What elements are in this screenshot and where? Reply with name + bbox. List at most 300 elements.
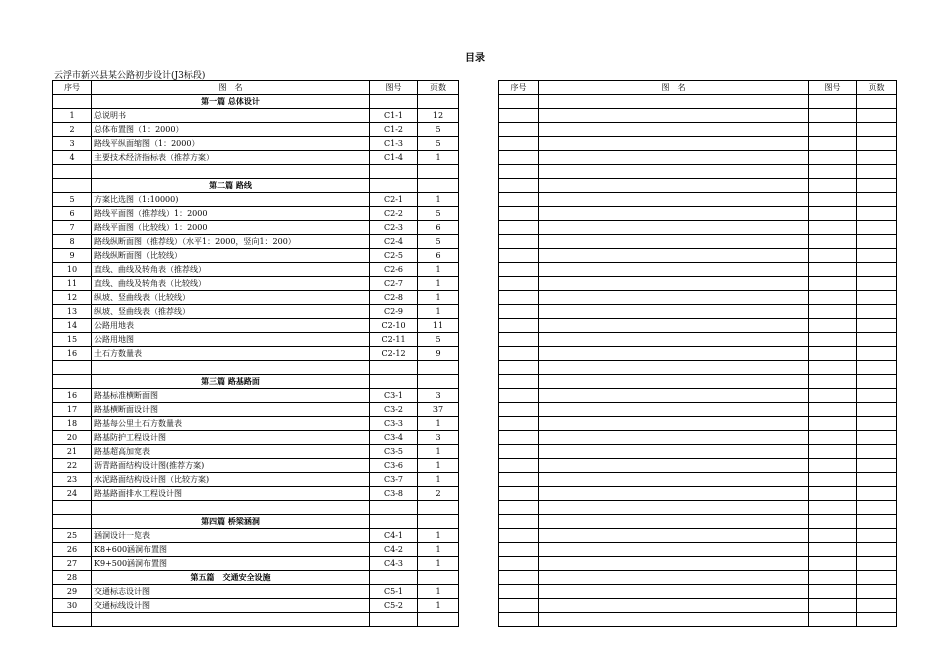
blank-cell bbox=[539, 277, 809, 291]
blank-cell bbox=[499, 431, 539, 445]
table-row bbox=[53, 319, 459, 333]
table-row bbox=[53, 459, 459, 473]
row-pages: 1 bbox=[418, 445, 459, 459]
blank-cell bbox=[539, 221, 809, 235]
blank-cell bbox=[92, 501, 370, 515]
blank-row bbox=[499, 571, 897, 585]
blank-cell bbox=[539, 445, 809, 459]
blank-cell bbox=[370, 501, 418, 515]
blank-row bbox=[499, 487, 897, 501]
row-name: 路线平纵面缩图（1：2000） bbox=[92, 137, 370, 151]
table-row bbox=[53, 193, 459, 207]
row-name: 路基横断面设计图 bbox=[92, 403, 370, 417]
row-pages: 1 bbox=[418, 291, 459, 305]
blank-cell bbox=[499, 473, 539, 487]
row-name: 直线、曲线及转角表（比较线） bbox=[92, 277, 370, 291]
row-name: 直线、曲线及转角表（推荐线） bbox=[92, 263, 370, 277]
blank-cell bbox=[809, 151, 857, 165]
row-no: 30 bbox=[53, 599, 92, 613]
blank-cell bbox=[809, 445, 857, 459]
row-code: C3-3 bbox=[370, 417, 418, 431]
blank-cell bbox=[539, 109, 809, 123]
row-pages: 1 bbox=[418, 557, 459, 571]
blank-cell bbox=[809, 431, 857, 445]
row-pages: 1 bbox=[418, 263, 459, 277]
row-code: C3-1 bbox=[370, 389, 418, 403]
row-pages: 9 bbox=[418, 347, 459, 361]
blank-row bbox=[499, 543, 897, 557]
section-row bbox=[53, 571, 459, 585]
header-row bbox=[53, 81, 459, 95]
header-name: 图 名 bbox=[539, 81, 809, 95]
row-name: 路线平面图（推荐线）1：2000 bbox=[92, 207, 370, 221]
header-no: 序号 bbox=[499, 81, 539, 95]
blank-cell bbox=[499, 403, 539, 417]
blank-cell bbox=[857, 179, 897, 193]
blank-cell bbox=[370, 613, 418, 627]
blank-row bbox=[499, 305, 897, 319]
row-no: 12 bbox=[53, 291, 92, 305]
blank-cell bbox=[857, 207, 897, 221]
row-name: 交通标线设计图 bbox=[92, 599, 370, 613]
blank-cell bbox=[499, 501, 539, 515]
blank-row bbox=[499, 207, 897, 221]
row-no: 10 bbox=[53, 263, 92, 277]
blank-cell bbox=[539, 389, 809, 403]
row-code: C3-2 bbox=[370, 403, 418, 417]
blank-cell bbox=[809, 417, 857, 431]
blank-cell bbox=[539, 571, 809, 585]
blank-cell bbox=[809, 123, 857, 137]
blank-cell bbox=[539, 333, 809, 347]
row-name: 总体布置图（1：2000） bbox=[92, 123, 370, 137]
row-no: 4 bbox=[53, 151, 92, 165]
blank-cell bbox=[857, 151, 897, 165]
row-name: 路线平面图（比较线）1：2000 bbox=[92, 221, 370, 235]
blank-cell bbox=[539, 319, 809, 333]
blank-row bbox=[499, 431, 897, 445]
table-row bbox=[53, 389, 459, 403]
blank-cell bbox=[809, 585, 857, 599]
blank-row bbox=[499, 515, 897, 529]
blank-cell bbox=[809, 235, 857, 249]
blank-cell bbox=[499, 263, 539, 277]
row-no: 26 bbox=[53, 543, 92, 557]
row-pages: 1 bbox=[418, 543, 459, 557]
blank-cell bbox=[857, 277, 897, 291]
blank-row bbox=[499, 403, 897, 417]
row-code: C5-1 bbox=[370, 585, 418, 599]
row-pages: 1 bbox=[418, 459, 459, 473]
table-row bbox=[53, 207, 459, 221]
blank-row bbox=[499, 277, 897, 291]
blank-cell bbox=[809, 473, 857, 487]
row-code: C2-11 bbox=[370, 333, 418, 347]
row-no: 29 bbox=[53, 585, 92, 599]
blank-cell bbox=[539, 473, 809, 487]
row-code: C4-3 bbox=[370, 557, 418, 571]
blank-row bbox=[499, 249, 897, 263]
row-no: 25 bbox=[53, 529, 92, 543]
row-code: C2-6 bbox=[370, 263, 418, 277]
blank-cell bbox=[539, 179, 809, 193]
row-no: 20 bbox=[53, 431, 92, 445]
row-code bbox=[370, 179, 418, 193]
blank-cell bbox=[809, 515, 857, 529]
table-row bbox=[53, 585, 459, 599]
table-row bbox=[53, 151, 459, 165]
row-no: 1 bbox=[53, 109, 92, 123]
blank-cell bbox=[539, 95, 809, 109]
row-name: 纵坡、竖曲线表（推荐线） bbox=[92, 305, 370, 319]
blank-cell bbox=[539, 543, 809, 557]
blank-cell bbox=[857, 221, 897, 235]
row-name: 路基路面排水工程设计图 bbox=[92, 487, 370, 501]
blank-cell bbox=[809, 221, 857, 235]
section-row bbox=[53, 375, 459, 389]
blank-cell bbox=[499, 599, 539, 613]
section-title: 第四篇 桥梁涵洞 bbox=[92, 515, 370, 529]
blank-cell bbox=[499, 109, 539, 123]
blank-cell bbox=[809, 599, 857, 613]
blank-row bbox=[499, 151, 897, 165]
blank-cell bbox=[809, 403, 857, 417]
table-row bbox=[53, 235, 459, 249]
header-pages: 页数 bbox=[857, 81, 897, 95]
blank-cell bbox=[499, 613, 539, 627]
row-pages: 1 bbox=[418, 151, 459, 165]
blank-cell bbox=[499, 347, 539, 361]
blank-cell bbox=[499, 277, 539, 291]
row-pages: 1 bbox=[418, 529, 459, 543]
row-pages: 2 bbox=[418, 487, 459, 501]
blank-cell bbox=[857, 123, 897, 137]
table-row bbox=[53, 487, 459, 501]
blank-cell bbox=[53, 165, 92, 179]
row-no bbox=[53, 95, 92, 109]
blank-row bbox=[499, 557, 897, 571]
row-name: 水泥路面结构设计图（比较方案) bbox=[92, 473, 370, 487]
table-row bbox=[53, 305, 459, 319]
blank-cell bbox=[499, 361, 539, 375]
row-name: 方案比选图（1:10000) bbox=[92, 193, 370, 207]
blank-cell bbox=[499, 375, 539, 389]
blank-cell bbox=[809, 459, 857, 473]
blank-cell bbox=[539, 501, 809, 515]
blank-cell bbox=[809, 347, 857, 361]
blank-cell bbox=[92, 613, 370, 627]
blank-cell bbox=[539, 459, 809, 473]
row-pages: 5 bbox=[418, 333, 459, 347]
section-row bbox=[53, 515, 459, 529]
blank-cell bbox=[809, 613, 857, 627]
blank-cell bbox=[53, 613, 92, 627]
row-pages: 5 bbox=[418, 207, 459, 221]
section-row bbox=[53, 95, 459, 109]
blank-cell bbox=[857, 249, 897, 263]
row-no: 16 bbox=[53, 389, 92, 403]
blank-row bbox=[499, 221, 897, 235]
blank-row bbox=[499, 347, 897, 361]
row-code bbox=[370, 515, 418, 529]
blank-cell bbox=[499, 207, 539, 221]
blank-cell bbox=[857, 571, 897, 585]
blank-cell bbox=[857, 137, 897, 151]
row-name: 路基超高加宽表 bbox=[92, 445, 370, 459]
blank-cell bbox=[539, 515, 809, 529]
blank-cell bbox=[539, 291, 809, 305]
blank-cell bbox=[92, 361, 370, 375]
blank-row bbox=[499, 459, 897, 473]
row-name: 交通标志设计图 bbox=[92, 585, 370, 599]
header-no: 序号 bbox=[53, 81, 92, 95]
blank-cell bbox=[92, 165, 370, 179]
blank-cell bbox=[539, 151, 809, 165]
blank-cell bbox=[857, 445, 897, 459]
header-code: 图号 bbox=[370, 81, 418, 95]
blank-cell bbox=[539, 263, 809, 277]
row-code: C1-4 bbox=[370, 151, 418, 165]
blank-cell bbox=[857, 431, 897, 445]
blank-row bbox=[499, 235, 897, 249]
blank-cell bbox=[539, 361, 809, 375]
blank-cell bbox=[539, 137, 809, 151]
blank-row bbox=[499, 193, 897, 207]
row-code: C3-8 bbox=[370, 487, 418, 501]
blank-cell bbox=[809, 305, 857, 319]
blank-cell bbox=[53, 361, 92, 375]
blank-cell bbox=[539, 557, 809, 571]
row-code: C4-2 bbox=[370, 543, 418, 557]
blank-cell bbox=[499, 445, 539, 459]
blank-cell bbox=[539, 123, 809, 137]
row-no bbox=[53, 375, 92, 389]
blank-cell bbox=[857, 375, 897, 389]
blank-cell bbox=[857, 95, 897, 109]
blank-cell bbox=[370, 165, 418, 179]
row-no: 23 bbox=[53, 473, 92, 487]
blank-cell bbox=[499, 137, 539, 151]
row-pages bbox=[418, 95, 459, 109]
row-code bbox=[370, 571, 418, 585]
row-pages: 6 bbox=[418, 249, 459, 263]
blank-row bbox=[499, 333, 897, 347]
row-name: 纵坡、竖曲线表（比较线） bbox=[92, 291, 370, 305]
blank-cell bbox=[418, 613, 459, 627]
blank-cell bbox=[857, 557, 897, 571]
row-pages: 1 bbox=[418, 585, 459, 599]
header-code: 图号 bbox=[809, 81, 857, 95]
row-no: 7 bbox=[53, 221, 92, 235]
row-code: C1-3 bbox=[370, 137, 418, 151]
blank-cell bbox=[499, 123, 539, 137]
section-row bbox=[53, 179, 459, 193]
blank-cell bbox=[499, 529, 539, 543]
row-no: 16 bbox=[53, 347, 92, 361]
blank-row bbox=[499, 179, 897, 193]
blank-cell bbox=[809, 193, 857, 207]
blank-row bbox=[499, 137, 897, 151]
row-code bbox=[370, 95, 418, 109]
blank-row bbox=[53, 165, 459, 179]
row-code: C2-7 bbox=[370, 277, 418, 291]
table-row bbox=[53, 263, 459, 277]
blank-cell bbox=[857, 473, 897, 487]
row-code: C1-1 bbox=[370, 109, 418, 123]
row-no: 9 bbox=[53, 249, 92, 263]
row-name: 路基每公里土石方数量表 bbox=[92, 417, 370, 431]
table-row bbox=[53, 599, 459, 613]
row-code: C3-7 bbox=[370, 473, 418, 487]
row-no: 24 bbox=[53, 487, 92, 501]
row-no: 3 bbox=[53, 137, 92, 151]
table-row bbox=[53, 445, 459, 459]
row-pages bbox=[418, 179, 459, 193]
row-no: 28 bbox=[53, 571, 92, 585]
blank-cell bbox=[809, 501, 857, 515]
blank-cell bbox=[539, 375, 809, 389]
row-code: C2-5 bbox=[370, 249, 418, 263]
blank-cell bbox=[809, 109, 857, 123]
row-code bbox=[370, 375, 418, 389]
blank-cell bbox=[499, 585, 539, 599]
blank-cell bbox=[499, 319, 539, 333]
row-code: C2-9 bbox=[370, 305, 418, 319]
row-pages: 3 bbox=[418, 389, 459, 403]
blank-cell bbox=[857, 361, 897, 375]
blank-row bbox=[499, 529, 897, 543]
row-name: 公路用地图 bbox=[92, 333, 370, 347]
blank-cell bbox=[499, 249, 539, 263]
row-no: 18 bbox=[53, 417, 92, 431]
blank-cell bbox=[499, 179, 539, 193]
header-pages: 页数 bbox=[418, 81, 459, 95]
blank-cell bbox=[499, 571, 539, 585]
row-pages: 5 bbox=[418, 123, 459, 137]
section-title: 第五篇 交通安全设施 bbox=[92, 571, 370, 585]
header-name: 图 名 bbox=[92, 81, 370, 95]
blank-cell bbox=[539, 431, 809, 445]
blank-cell bbox=[857, 193, 897, 207]
blank-cell bbox=[809, 557, 857, 571]
row-name: 公路用地表 bbox=[92, 319, 370, 333]
blank-cell bbox=[539, 529, 809, 543]
row-pages: 1 bbox=[418, 277, 459, 291]
row-code: C2-8 bbox=[370, 291, 418, 305]
blank-cell bbox=[499, 459, 539, 473]
blank-cell bbox=[857, 389, 897, 403]
row-name: K8+600涵洞布置图 bbox=[92, 543, 370, 557]
table-row bbox=[53, 137, 459, 151]
table-row bbox=[53, 431, 459, 445]
blank-cell bbox=[809, 389, 857, 403]
blank-cell bbox=[499, 151, 539, 165]
section-title: 第三篇 路基路面 bbox=[92, 375, 370, 389]
table-row bbox=[53, 291, 459, 305]
section-title: 第一篇 总体设计 bbox=[92, 95, 370, 109]
blank-row bbox=[499, 501, 897, 515]
blank-cell bbox=[539, 207, 809, 221]
blank-cell bbox=[539, 305, 809, 319]
row-name: 主要技术经济指标表（推荐方案） bbox=[92, 151, 370, 165]
blank-row bbox=[499, 263, 897, 277]
blank-cell bbox=[809, 95, 857, 109]
blank-cell bbox=[539, 417, 809, 431]
blank-row bbox=[499, 361, 897, 375]
blank-cell bbox=[857, 515, 897, 529]
blank-row bbox=[499, 123, 897, 137]
blank-row bbox=[499, 445, 897, 459]
blank-cell bbox=[809, 249, 857, 263]
blank-cell bbox=[809, 529, 857, 543]
table-row bbox=[53, 403, 459, 417]
blank-row bbox=[499, 389, 897, 403]
blank-row bbox=[499, 613, 897, 627]
blank-cell bbox=[539, 487, 809, 501]
row-name: 土石方数量表 bbox=[92, 347, 370, 361]
row-pages: 5 bbox=[418, 137, 459, 151]
blank-row bbox=[499, 585, 897, 599]
row-pages bbox=[418, 515, 459, 529]
blank-cell bbox=[857, 109, 897, 123]
blank-cell bbox=[809, 179, 857, 193]
blank-cell bbox=[809, 319, 857, 333]
blank-cell bbox=[857, 459, 897, 473]
blank-cell bbox=[499, 193, 539, 207]
row-code: C3-4 bbox=[370, 431, 418, 445]
blank-cell bbox=[499, 487, 539, 501]
row-pages: 11 bbox=[418, 319, 459, 333]
row-pages: 1 bbox=[418, 417, 459, 431]
blank-cell bbox=[539, 403, 809, 417]
row-code: C2-3 bbox=[370, 221, 418, 235]
table-row bbox=[53, 249, 459, 263]
blank-cell bbox=[809, 333, 857, 347]
blank-cell bbox=[539, 165, 809, 179]
table-row bbox=[53, 221, 459, 235]
blank-cell bbox=[499, 221, 539, 235]
blank-cell bbox=[499, 235, 539, 249]
blank-cell bbox=[418, 165, 459, 179]
row-no bbox=[53, 179, 92, 193]
blank-row bbox=[53, 361, 459, 375]
blank-cell bbox=[857, 333, 897, 347]
blank-row bbox=[499, 473, 897, 487]
blank-cell bbox=[809, 291, 857, 305]
table-row bbox=[53, 109, 459, 123]
row-pages: 1 bbox=[418, 473, 459, 487]
row-name: 总说明书 bbox=[92, 109, 370, 123]
table-row bbox=[53, 333, 459, 347]
blank-row bbox=[499, 291, 897, 305]
blank-cell bbox=[809, 263, 857, 277]
blank-cell bbox=[809, 375, 857, 389]
blank-cell bbox=[499, 417, 539, 431]
blank-row bbox=[499, 375, 897, 389]
blank-cell bbox=[809, 571, 857, 585]
row-pages bbox=[418, 571, 459, 585]
row-code: C1-2 bbox=[370, 123, 418, 137]
blank-cell bbox=[539, 599, 809, 613]
blank-cell bbox=[418, 501, 459, 515]
blank-cell bbox=[809, 207, 857, 221]
blank-cell bbox=[499, 389, 539, 403]
row-pages: 6 bbox=[418, 221, 459, 235]
row-no: 11 bbox=[53, 277, 92, 291]
blank-row bbox=[53, 613, 459, 627]
table-row bbox=[53, 347, 459, 361]
header-row bbox=[499, 81, 897, 95]
